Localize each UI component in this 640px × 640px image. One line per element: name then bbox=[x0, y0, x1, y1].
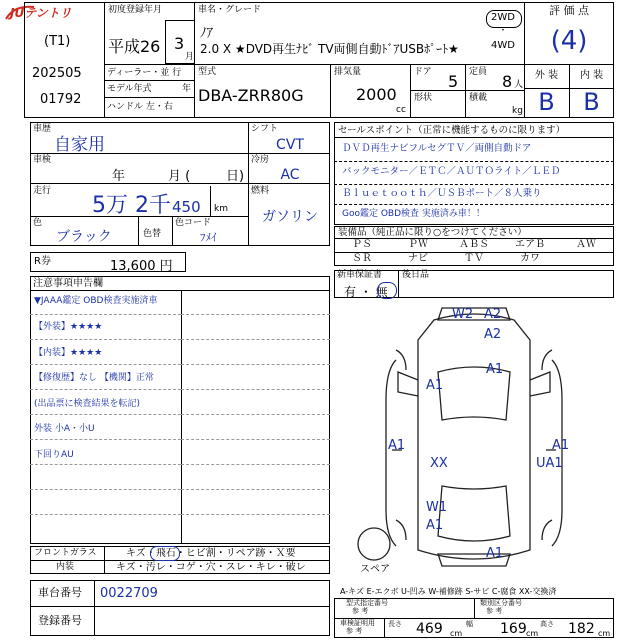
logo-text: JUテントリ bbox=[10, 6, 72, 20]
ac-label: 冷房 bbox=[251, 155, 270, 165]
shape-label: 形状 bbox=[414, 93, 433, 103]
notes-lines bbox=[30, 290, 181, 539]
sales-title: セールスポイント（正常に機能するものに限ります） bbox=[338, 125, 566, 136]
damage-legend: A-キズ E-エクボ U-凹み W-補修跡 S-サビ C-腐食 XX-交換済 bbox=[340, 587, 557, 596]
equip-tv: ＴＶ bbox=[464, 253, 484, 264]
type-label: 型式 bbox=[198, 67, 217, 77]
equip-airbag: エアＢ bbox=[515, 239, 545, 250]
month-unit: 月 bbox=[185, 52, 195, 62]
year-unit: 年 bbox=[182, 84, 192, 94]
code-a1-right-side: A1 bbox=[552, 438, 570, 453]
color-value: ブラック bbox=[56, 229, 112, 245]
warranty-label: 新車保証書 bbox=[337, 270, 383, 280]
spec-label-1: 型式指定番号 bbox=[346, 599, 388, 607]
warranty-none-circle bbox=[377, 282, 397, 299]
drive-4wd: 4WD bbox=[491, 40, 515, 51]
color-label: 色 bbox=[33, 218, 43, 228]
sales-line-3: Ｂｌｕｅｔｏｏｔｈ／ＵＳＢポート／８人乗り bbox=[342, 188, 542, 199]
seat-value: 8 bbox=[502, 72, 513, 91]
mileage-unit: km bbox=[214, 204, 228, 214]
handle-label: ハンドル 左・右 bbox=[107, 102, 173, 112]
note-line-1: ▼JAAA鑑定 OBD検査実施済車 bbox=[34, 296, 158, 306]
code-a1-left-rear: A1 bbox=[426, 518, 444, 533]
int-label: 内 装 bbox=[579, 70, 604, 81]
glass-chip-circle bbox=[150, 546, 180, 561]
shaken-year: 年 bbox=[112, 169, 126, 184]
reg-era: 平成26 bbox=[108, 37, 161, 56]
shaken-month: 月 ( bbox=[168, 169, 191, 184]
code-a1-left-side: A1 bbox=[388, 438, 406, 453]
equip-row-1 bbox=[334, 239, 614, 252]
interior-label: 内装 bbox=[56, 562, 75, 572]
reg-month: 3 bbox=[174, 34, 185, 53]
score-label: 評 価 点 bbox=[549, 4, 589, 17]
spec-sub-2: 参 考 bbox=[486, 607, 503, 615]
recycle-value: 13,600 円 bbox=[110, 259, 173, 274]
model-name: ﾉｱ bbox=[200, 26, 213, 41]
equip-ps: ＰＳ bbox=[352, 239, 372, 250]
length-label: 長さ bbox=[388, 620, 402, 628]
cert-label: 車検証明用 bbox=[340, 619, 375, 627]
note-line-2: 【外装】★★★★ bbox=[34, 322, 103, 332]
spec-label-2: 類別区分番号 bbox=[480, 599, 522, 607]
ac-value: AC bbox=[280, 167, 300, 183]
height-value: 182 bbox=[568, 621, 595, 637]
code-a2-hood: A2 bbox=[484, 327, 502, 342]
color-code-value: ﾌﾒｲ bbox=[200, 231, 217, 244]
disp-value: 2000 bbox=[356, 85, 397, 104]
sales-line-1: ＤＶＤ再生ナビフルセグＴＶ／両側自動ドア bbox=[342, 143, 532, 154]
model-year-label: モデル年式 bbox=[107, 84, 152, 94]
drive-2wd: 2WD bbox=[491, 12, 515, 23]
equip-title: 装備品（純正品に限り○をつけてください） bbox=[338, 227, 527, 238]
equip-sr: ＳＲ bbox=[352, 253, 372, 264]
shift-value: CVT bbox=[276, 137, 304, 153]
width-label: 幅 bbox=[466, 620, 473, 628]
ext-grade: B bbox=[538, 88, 555, 116]
equip-pw: ＰＷ bbox=[408, 239, 428, 250]
type-value: DBA-ZRR80G bbox=[198, 86, 304, 105]
shaken-day: 日) bbox=[226, 169, 245, 184]
use-label: 車歴 bbox=[33, 124, 52, 134]
shift-label: シフト bbox=[251, 124, 279, 134]
use-value: 自家用 bbox=[54, 135, 105, 155]
drive-dot: ・ bbox=[498, 26, 508, 36]
ext-label: 外 装 bbox=[534, 70, 559, 81]
shaken-label: 車検 bbox=[33, 155, 52, 165]
note-line-6: 外装 小A・小U bbox=[34, 424, 95, 434]
chassis-label: 車台番号 bbox=[38, 586, 82, 599]
mileage-small: 450 bbox=[172, 198, 201, 216]
reg-label: 登録番号 bbox=[38, 614, 82, 627]
note-line-4: 【修復歴】なし 【機関】正常 bbox=[34, 373, 154, 383]
score-value: (4) bbox=[550, 26, 588, 56]
equip-aw: ＡＷ bbox=[576, 239, 596, 250]
equip-abs: ＡＢＳ bbox=[459, 239, 489, 250]
cert-sub: 参 考 bbox=[346, 627, 363, 635]
mileage-label: 走行 bbox=[33, 186, 52, 196]
era-code: (T1) bbox=[44, 34, 71, 49]
car-damage-diagram bbox=[334, 300, 614, 580]
note-line-3: 【内装】★★★★ bbox=[34, 348, 103, 358]
code-w1: W1 bbox=[426, 500, 448, 515]
glass-label: フロントガラス bbox=[34, 548, 97, 558]
notes-title: 注意事項申告欄 bbox=[33, 278, 103, 289]
code-a1-roof: A1 bbox=[486, 362, 504, 377]
fuel-value: ガソリン bbox=[262, 209, 318, 225]
note-line-5: (出品票に検査結果を転記) bbox=[34, 399, 141, 409]
lot-number-a: 202505 bbox=[32, 66, 82, 81]
load-unit: kg bbox=[512, 106, 523, 116]
lot-number-b: 01792 bbox=[40, 92, 82, 107]
length-unit: cm bbox=[450, 629, 463, 638]
equip-leather: カワ bbox=[520, 253, 540, 264]
int-grade: B bbox=[583, 88, 600, 116]
code-a2-front: A2 bbox=[484, 307, 502, 322]
disp-unit: cc bbox=[396, 105, 406, 115]
equip-navi: ナビ bbox=[408, 253, 428, 264]
disp-label: 排気量 bbox=[334, 67, 362, 77]
code-xx: XX bbox=[430, 456, 448, 471]
recycle-label: R券 bbox=[34, 256, 51, 267]
code-w2-front: W2 bbox=[452, 307, 474, 322]
equip-row-2 bbox=[334, 253, 614, 266]
glass-options: キズ・飛石・ヒビ割・リペア跡・Ｘ要 bbox=[126, 548, 296, 559]
name-label: 車名・グレード bbox=[198, 5, 262, 15]
seat-unit: 人 bbox=[514, 80, 524, 90]
code-a1-rear: A1 bbox=[486, 546, 504, 561]
grade-text: 2.0 X ★DVD再生ﾅﾋﾞ TV両側自動ﾄﾞｱUSBﾎﾟｰﾄ★ bbox=[200, 42, 459, 56]
length-value: 469 bbox=[416, 621, 443, 637]
door-value: 5 bbox=[448, 72, 459, 91]
seat-label: 定員 bbox=[469, 67, 488, 77]
spare-label: スペア bbox=[360, 564, 390, 575]
dealer-label: ディーラー・並 行 bbox=[107, 68, 182, 78]
fuel-label: 燃料 bbox=[251, 186, 270, 196]
color-code-label: 色コード bbox=[175, 218, 212, 228]
interior-options: キズ・汚レ・コゲ・穴・スレ・キレ・破レ bbox=[116, 562, 306, 573]
color-change-label: 色替 bbox=[143, 229, 162, 239]
spec-sub-1: 参 考 bbox=[352, 607, 369, 615]
equip-empty bbox=[558, 253, 614, 266]
load-label: 積載 bbox=[469, 93, 488, 103]
code-a1-left-front: A1 bbox=[426, 378, 444, 393]
door-label: ドア bbox=[414, 67, 432, 77]
first-reg-label: 初度登録年月 bbox=[108, 5, 163, 15]
note-line-7: 下回りAU bbox=[34, 450, 74, 460]
width-value: 169 bbox=[500, 621, 527, 637]
after-label: 後日品 bbox=[402, 270, 430, 280]
sales-line-4: Goo鑑定 OBD検査 実施済み車！！ bbox=[342, 209, 485, 219]
notes-right-lines bbox=[181, 290, 330, 515]
chassis-value: 0022709 bbox=[100, 586, 158, 601]
mileage-value: 5万 2千 bbox=[92, 193, 171, 218]
warranty-value: 有 ・ 無 bbox=[344, 285, 388, 299]
height-label: 高さ bbox=[540, 620, 554, 628]
sales-line-2: バックモニター／ＥＴＣ／ＡＵＴＯライト／ＬＥＤ bbox=[342, 166, 561, 177]
height-unit: cm bbox=[598, 629, 611, 638]
code-ua1: UA1 bbox=[536, 456, 563, 471]
width-unit: cm bbox=[526, 629, 539, 638]
